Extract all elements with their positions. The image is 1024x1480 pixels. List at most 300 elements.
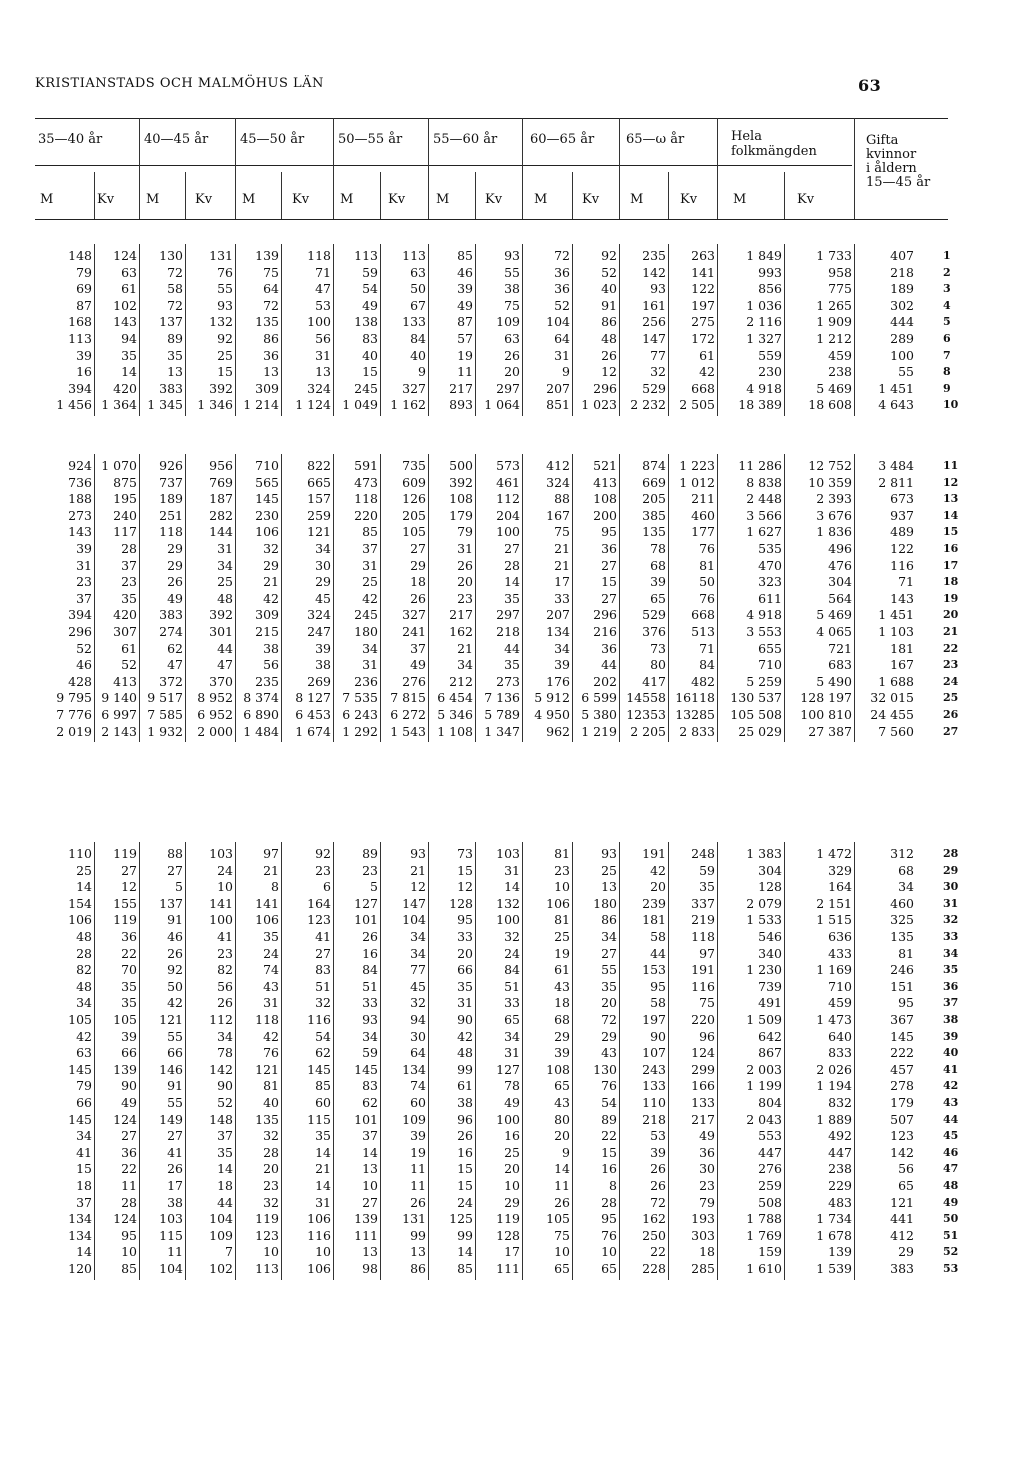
table-cell: 591	[354, 458, 378, 473]
table-cell: 924	[68, 458, 92, 473]
table-cell: 238	[828, 364, 852, 380]
table-cell: 34	[217, 557, 233, 573]
table-cell: 49	[362, 297, 378, 313]
table-cell: 31	[76, 557, 92, 573]
table-cell: 48	[217, 590, 233, 606]
sub-kv-35-40: Kv	[97, 192, 115, 207]
column-rule	[854, 118, 855, 219]
table-cell: 131	[402, 1211, 426, 1227]
table-cell: 6	[323, 879, 331, 895]
table-cell: 111	[354, 1227, 378, 1243]
table-cell: 87	[457, 314, 473, 330]
table-cell: 412	[890, 1227, 914, 1243]
table-cell: 63	[76, 1045, 92, 1061]
table-cell: 34	[410, 945, 426, 961]
table-cell: 93	[601, 846, 617, 861]
table-cell: 81	[554, 912, 570, 928]
table-cell: 106	[255, 912, 279, 928]
table-cell: 15	[362, 364, 378, 380]
table-cell: 12 752	[808, 458, 852, 473]
table-cell: 12	[410, 879, 426, 895]
table-cell: 14	[362, 1144, 378, 1160]
table-cell: 118	[691, 929, 715, 944]
table-cell: 57	[457, 331, 473, 346]
table-cell: 34	[315, 541, 331, 556]
table-cell: 7 535	[342, 690, 378, 706]
table-cell: 118	[354, 491, 378, 507]
table-cell: 63	[504, 331, 520, 346]
table-cell: 55	[167, 1028, 183, 1044]
column-rule	[668, 244, 669, 416]
table-cell: 340	[758, 945, 782, 961]
row-number: 39	[943, 1029, 959, 1043]
table-cell: 159	[758, 1244, 782, 1260]
table-cell: 529	[642, 607, 666, 623]
table-cell: 20	[504, 364, 520, 380]
table-cell: 476	[828, 557, 852, 573]
table-cell: 1 345	[147, 397, 183, 413]
table-cell: 236	[354, 673, 378, 689]
table-cell: 5 346	[437, 707, 473, 722]
table-cell: 18	[76, 1178, 92, 1193]
table-cell: 85	[457, 1261, 473, 1276]
table-cell: 15	[217, 364, 233, 380]
table-cell: 100	[496, 524, 520, 540]
table-cell: 636	[828, 929, 852, 944]
table-cell: 21	[263, 862, 279, 878]
table-cell: 392	[449, 474, 473, 490]
table-cell: 96	[699, 1028, 715, 1044]
table-cell: 65	[601, 1261, 617, 1276]
table-cell: 34	[504, 1028, 520, 1044]
row-number: 41	[943, 1062, 959, 1076]
table-cell: 188	[68, 491, 92, 507]
row-number: 20	[943, 608, 959, 622]
table-cell: 52	[601, 264, 617, 280]
table-cell: 16	[457, 1144, 473, 1160]
table-cell: 89	[167, 331, 183, 346]
table-cell: 33	[504, 995, 520, 1011]
table-cell: 13	[362, 1161, 378, 1177]
table-cell: 88	[167, 846, 183, 861]
table-cell: 195	[113, 491, 137, 507]
table-cell: 109	[496, 314, 520, 330]
table-cell: 15	[457, 1161, 473, 1177]
table-cell: 72	[263, 297, 279, 313]
table-cell: 131	[209, 248, 233, 263]
table-cell: 710	[255, 458, 279, 473]
table-cell: 324	[307, 607, 331, 623]
hela-folkmangden-header	[731, 129, 817, 159]
table-cell: 1 836	[816, 524, 852, 540]
table-cell: 59	[362, 264, 378, 280]
table-cell: 18	[554, 995, 570, 1011]
sub-m-55-60: M	[436, 192, 450, 207]
table-cell: 56	[898, 1161, 914, 1177]
table-cell: 673	[890, 491, 914, 507]
table-cell: 45	[315, 590, 331, 606]
table-cell: 19	[554, 945, 570, 961]
table-cell: 246	[890, 962, 914, 978]
table-cell: 141	[691, 264, 715, 280]
table-cell: 93	[504, 248, 520, 263]
table-cell: 16	[504, 1128, 520, 1144]
table-cell: 218	[496, 624, 520, 639]
table-cell: 29	[410, 557, 426, 573]
sub-kv-hela: Kv	[797, 192, 815, 207]
table-cell: 83	[362, 331, 378, 346]
table-cell: 142	[890, 1144, 914, 1160]
table-cell: 11	[410, 1178, 426, 1193]
table-cell: 2 448	[746, 491, 782, 507]
column-rule	[522, 842, 523, 1280]
table-cell: 64	[554, 331, 570, 346]
table-cell: 309	[255, 380, 279, 396]
table-cell: 17	[167, 1178, 183, 1193]
table-cell: 104	[546, 314, 570, 330]
column-rule	[235, 118, 236, 219]
table-cell: 25 029	[738, 723, 782, 739]
table-cell: 92	[601, 248, 617, 263]
row-number: 31	[943, 896, 959, 910]
table-cell: 775	[828, 281, 852, 297]
table-cell: 14	[121, 364, 137, 380]
table-cell: 99	[457, 1061, 473, 1077]
column-rule	[784, 454, 785, 742]
table-cell: 12	[601, 364, 617, 380]
table-cell: 58	[650, 929, 666, 944]
table-cell: 15	[601, 1144, 617, 1160]
table-cell: 130	[159, 248, 183, 263]
row-number: 3	[943, 282, 951, 296]
table-cell: 6 243	[342, 707, 378, 722]
table-cell: 642	[758, 1028, 782, 1044]
table-cell: 70	[121, 962, 137, 978]
table-cell: 146	[159, 1061, 183, 1077]
column-rule	[572, 454, 573, 742]
table-cell: 28	[76, 945, 92, 961]
table-cell: 35	[699, 879, 715, 895]
table-cell: 121	[307, 524, 331, 540]
table-cell: 134	[546, 624, 570, 639]
table-cell: 56	[315, 331, 331, 346]
table-cell: 10	[554, 879, 570, 895]
table-cell: 2 232	[630, 397, 666, 413]
table-cell: 309	[255, 607, 279, 623]
column-rule	[185, 244, 186, 416]
column-rule	[185, 172, 186, 219]
table-cell: 93	[362, 1012, 378, 1027]
table-cell: 110	[68, 846, 92, 861]
table-cell: 500	[449, 458, 473, 473]
table-cell: 68	[898, 862, 914, 878]
table-cell: 74	[410, 1078, 426, 1094]
table-cell: 133	[402, 314, 426, 330]
table-cell: 54	[601, 1095, 617, 1110]
table-cell: 124	[113, 1211, 137, 1227]
table-cell: 132	[209, 314, 233, 330]
table-cell: 27	[121, 1128, 137, 1144]
table-cell: 7	[225, 1244, 233, 1260]
table-cell: 737	[159, 474, 183, 490]
table-cell: 4 065	[816, 624, 852, 639]
table-cell: 16	[362, 945, 378, 961]
row-number: 52	[943, 1245, 959, 1259]
row-number: 13	[943, 492, 959, 506]
table-cell: 50	[699, 574, 715, 590]
table-cell: 496	[828, 541, 852, 556]
table-cell: 84	[699, 657, 715, 673]
table-cell: 34	[362, 640, 378, 656]
table-cell: 109	[209, 1227, 233, 1243]
table-cell: 19	[410, 1144, 426, 1160]
table-cell: 24	[217, 862, 233, 878]
table-cell: 461	[496, 474, 520, 490]
column-rule	[475, 454, 476, 742]
table-cell: 49	[410, 657, 426, 673]
table-cell: 327	[402, 607, 426, 623]
table-cell: 119	[496, 1211, 520, 1227]
table-cell: 41	[217, 929, 233, 944]
table-cell: 6 453	[295, 707, 331, 722]
table-cell: 1 472	[816, 846, 852, 861]
table-cell: 9	[562, 364, 570, 380]
table-cell: 9 517	[147, 690, 183, 706]
table-cell: 36	[699, 1144, 715, 1160]
table-cell: 39	[554, 1045, 570, 1061]
table-cell: 26	[457, 1128, 473, 1144]
table-cell: 120	[68, 1261, 92, 1276]
table-cell: 14	[504, 574, 520, 590]
table-cell: 211	[691, 491, 715, 507]
table-cell: 46	[76, 657, 92, 673]
table-cell: 76	[601, 1078, 617, 1094]
column-rule	[522, 244, 523, 416]
table-cell: 1 219	[581, 723, 617, 739]
table-cell: 993	[758, 264, 782, 280]
table-cell: 769	[209, 474, 233, 490]
table-cell: 5 469	[816, 607, 852, 623]
table-cell: 29	[315, 574, 331, 590]
table-cell: 106	[546, 895, 570, 911]
table-cell: 273	[68, 507, 92, 523]
table-cell: 6 599	[581, 690, 617, 706]
table-cell: 116	[307, 1227, 331, 1243]
table-cell: 21	[410, 862, 426, 878]
table-cell: 370	[209, 673, 233, 689]
table-cell: 18	[217, 1178, 233, 1193]
table-cell: 205	[642, 491, 666, 507]
table-cell: 304	[758, 862, 782, 878]
table-cell: 447	[828, 1144, 852, 1160]
table-cell: 459	[828, 995, 852, 1011]
row-number: 14	[943, 508, 959, 522]
table-cell: 21	[554, 557, 570, 573]
table-cell: 43	[554, 978, 570, 994]
table-cell: 101	[354, 1111, 378, 1127]
table-cell: 65	[504, 1012, 520, 1027]
table-cell: 39	[76, 347, 92, 363]
table-cell: 99	[457, 1227, 473, 1243]
table-cell: 86	[263, 331, 279, 346]
table-cell: 35	[601, 978, 617, 994]
table-cell: 804	[758, 1095, 782, 1110]
table-cell: 60	[315, 1095, 331, 1110]
table-cell: 1 610	[746, 1261, 782, 1276]
table-cell: 39	[410, 1128, 426, 1144]
table-cell: 325	[890, 912, 914, 928]
table-cell: 71	[699, 640, 715, 656]
table-cell: 35	[504, 657, 520, 673]
row-number: 29	[943, 863, 959, 877]
table-cell: 139	[828, 1244, 852, 1260]
table-cell: 39	[76, 541, 92, 556]
table-cell: 2 143	[101, 723, 137, 739]
table-cell: 25	[601, 862, 617, 878]
table-cell: 95	[601, 524, 617, 540]
column-rule	[717, 454, 718, 742]
column-rule	[185, 454, 186, 742]
table-cell: 303	[691, 1227, 715, 1243]
row-number: 32	[943, 913, 959, 927]
table-cell: 35	[121, 590, 137, 606]
table-cell: 655	[758, 640, 782, 656]
table-cell: 444	[890, 314, 914, 330]
table-cell: 105	[113, 1012, 137, 1027]
table-cell: 130	[593, 1061, 617, 1077]
table-cell: 29	[554, 1028, 570, 1044]
row-number: 34	[943, 946, 959, 960]
table-cell: 668	[691, 607, 715, 623]
table-cell: 23	[554, 862, 570, 878]
table-cell: 299	[691, 1061, 715, 1077]
table-cell: 30	[410, 1028, 426, 1044]
table-cell: 46	[167, 929, 183, 944]
table-cell: 278	[890, 1078, 914, 1094]
table-cell: 55	[217, 281, 233, 297]
table-cell: 833	[828, 1045, 852, 1061]
table-cell: 81	[898, 945, 914, 961]
gifta-line-4: 15—45 år	[866, 175, 931, 190]
table-cell: 1 849	[746, 248, 782, 263]
sub-kv-55-60: Kv	[485, 192, 503, 207]
table-cell: 197	[691, 297, 715, 313]
table-cell: 112	[209, 1012, 233, 1027]
table-cell: 142	[209, 1061, 233, 1077]
table-cell: 130 537	[730, 690, 782, 706]
table-cell: 141	[209, 895, 233, 911]
table-cell: 28	[121, 541, 137, 556]
table-cell: 513	[691, 624, 715, 639]
table-cell: 559	[758, 347, 782, 363]
column-rule	[522, 118, 523, 219]
table-cell: 29	[504, 1194, 520, 1210]
table-cell: 1 383	[746, 846, 782, 861]
table-cell: 49	[121, 1095, 137, 1110]
table-cell: 14	[76, 879, 92, 895]
column-rule	[784, 172, 785, 219]
table-cell: 95	[898, 995, 914, 1011]
table-cell: 23	[699, 1178, 715, 1193]
table-cell: 31	[504, 862, 520, 878]
table-cell: 240	[113, 507, 137, 523]
column-rule	[475, 842, 476, 1280]
row-number: 46	[943, 1145, 959, 1159]
row-number: 2	[943, 265, 951, 279]
table-cell: 1 023	[581, 397, 617, 413]
table-cell: 34	[362, 1028, 378, 1044]
table-cell: 276	[402, 673, 426, 689]
table-cell: 37	[217, 1128, 233, 1144]
table-cell: 76	[699, 590, 715, 606]
table-cell: 413	[593, 474, 617, 490]
table-cell: 27	[601, 590, 617, 606]
table-cell: 84	[504, 962, 520, 978]
table-cell: 25	[362, 574, 378, 590]
table-cell: 247	[307, 624, 331, 639]
table-cell: 51	[315, 978, 331, 994]
table-cell: 250	[642, 1227, 666, 1243]
table-cell: 2 811	[878, 474, 914, 490]
table-cell: 2 393	[816, 491, 852, 507]
table-cell: 139	[113, 1061, 137, 1077]
table-cell: 937	[890, 507, 914, 523]
table-cell: 3 553	[746, 624, 782, 639]
column-rule	[668, 454, 669, 742]
table-cell: 665	[307, 474, 331, 490]
table-cell: 61	[554, 962, 570, 978]
table-cell: 85	[457, 248, 473, 263]
table-cell: 32	[263, 1194, 279, 1210]
table-cell: 875	[113, 474, 137, 490]
table-cell: 428	[68, 673, 92, 689]
table-cell: 133	[642, 1078, 666, 1094]
table-cell: 116	[890, 557, 914, 573]
table-cell: 25	[217, 574, 233, 590]
table-cell: 66	[167, 1045, 183, 1061]
table-cell: 220	[691, 1012, 715, 1027]
table-cell: 38	[504, 281, 520, 297]
table-cell: 721	[828, 640, 852, 656]
table-cell: 26	[362, 929, 378, 944]
table-cell: 23	[121, 574, 137, 590]
table-cell: 392	[209, 380, 233, 396]
table-cell: 102	[209, 1261, 233, 1276]
table-cell: 42	[263, 1028, 279, 1044]
table-cell: 74	[263, 962, 279, 978]
table-cell: 78	[217, 1045, 233, 1061]
table-cell: 135	[255, 1111, 279, 1127]
column-rule	[428, 842, 429, 1280]
table-cell: 1 533	[746, 912, 782, 928]
table-cell: 13	[601, 879, 617, 895]
row-number: 44	[943, 1112, 959, 1126]
table-cell: 611	[758, 590, 782, 606]
table-cell: 29	[167, 557, 183, 573]
table-cell: 301	[209, 624, 233, 639]
sub-m-hela: M	[733, 192, 747, 207]
table-cell: 60	[410, 1095, 426, 1110]
row-number: 21	[943, 625, 959, 638]
column-rule	[139, 454, 140, 742]
table-cell: 33	[457, 929, 473, 944]
table-cell: 285	[691, 1261, 715, 1276]
table-cell: 640	[828, 1028, 852, 1044]
table-cell: 105	[68, 1012, 92, 1027]
table-cell: 296	[68, 624, 92, 639]
table-cell: 39	[457, 281, 473, 297]
table-cell: 85	[362, 524, 378, 540]
